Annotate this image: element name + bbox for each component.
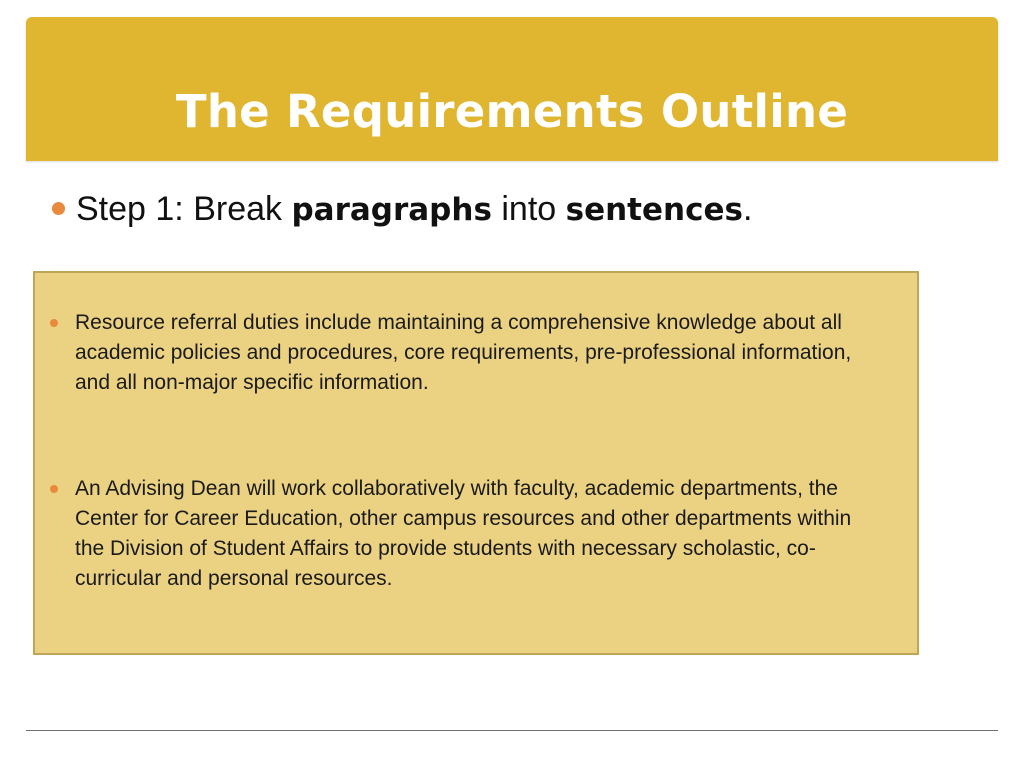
main-bullet-emphasis-paragraphs: paragraphs <box>291 192 492 228</box>
main-bullet-emphasis-sentences: sentences <box>565 192 743 228</box>
main-bullet-prefix: Step 1: Break <box>76 190 292 228</box>
slide-title: The Requirements Outline <box>175 85 849 138</box>
quote-item-text: An Advising Dean will work collaboratively with faculty, academic departments, the Center for Career Education, other campus resources and other departments within the Division of Student Affairs to provide students with necessary scholastic, co-curricular and personal resources. <box>75 477 852 590</box>
footer-divider <box>26 730 998 731</box>
bullet-dot-icon <box>52 202 65 215</box>
quote-box <box>33 271 919 655</box>
main-bullet <box>52 186 752 233</box>
quote-item-2 <box>75 474 885 594</box>
bullet-dot-icon <box>50 319 58 327</box>
main-bullet-suffix: . <box>742 190 753 228</box>
main-bullet-middle: into <box>491 190 566 228</box>
quote-item-1 <box>75 308 885 398</box>
slide-title-bar <box>26 17 998 161</box>
quote-item-text: Resource referral duties include maintaining a comprehensive knowledge about all academic policies and procedures, core requirements, pre-professional information, and all non-major specific information. <box>75 311 852 394</box>
bullet-dot-icon <box>50 485 58 493</box>
